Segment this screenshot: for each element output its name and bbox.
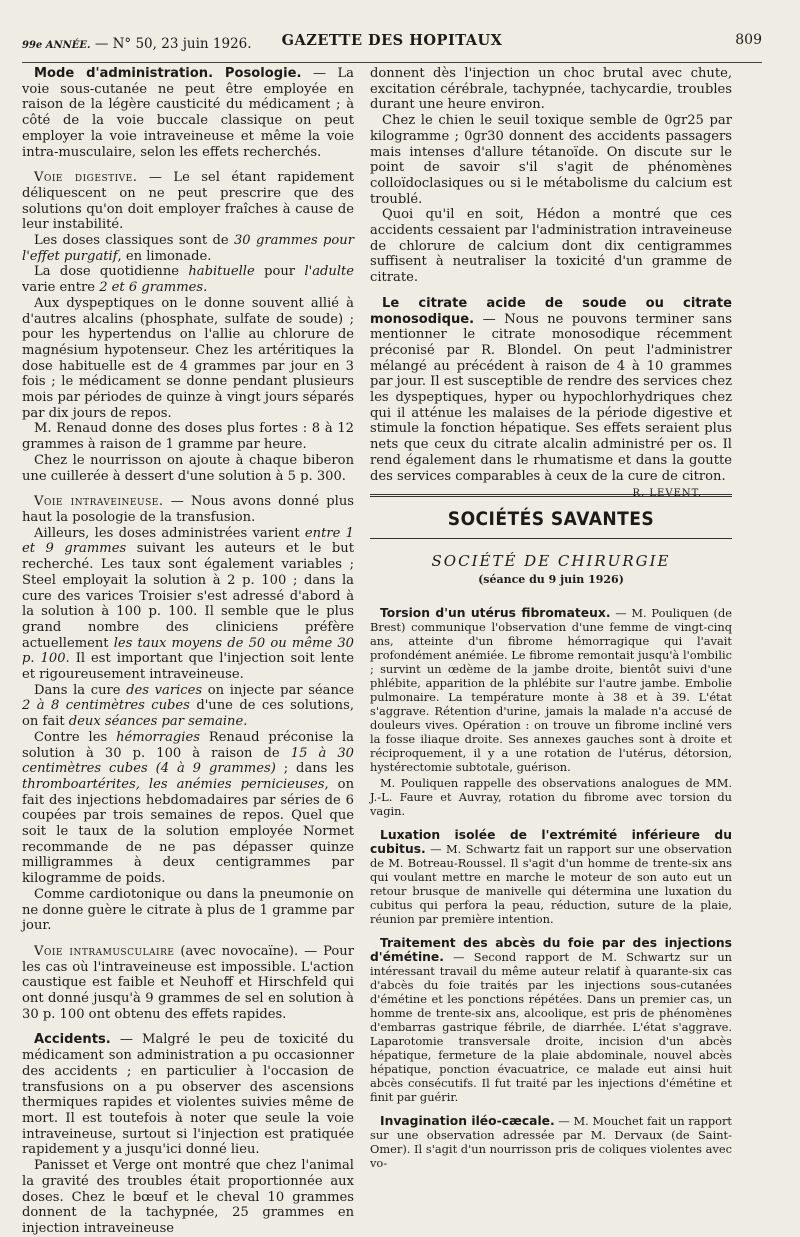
paragraph-text: pour — [254, 264, 305, 280]
paragraph-text: Renaud préconise la solution à 30 p. 100 à raison de — [22, 729, 354, 761]
emphasis: les taux moyens de 50 ou même 30 p. 100. — [22, 635, 354, 667]
paragraph-text: — La voie sous-cutanée ne peut être employée en raison de la légère causticité du médicament ; à côté de la voie buccale classique on peut employer la voie intraveineuse et même la voie intra-musculaire, selon les effets recherchés. — [22, 66, 354, 160]
paragraph — [22, 683, 354, 730]
society-reports — [370, 606, 732, 1180]
emphasis: entre 1 et 9 grammes — [22, 525, 354, 557]
paragraph: M. Renaud donne des doses plus fortes : 8 à 12 grammes à raison de 1 gramme par heure. — [22, 421, 354, 453]
section-heading: Voie intramusculaire — [34, 943, 175, 959]
year-label: 99e ANNÉE. — [22, 40, 91, 51]
page-number: 809 — [735, 32, 762, 48]
emphasis: thromboartérites, les anémies pernicieuses — [22, 776, 325, 792]
section-title: SOCIÉTÉS SAVANTES — [447, 508, 655, 530]
author-signature: R. LEVENT. — [632, 488, 702, 500]
emphasis: deux séances par semaine. — [68, 714, 248, 730]
report-heading: Luxation isolée de l'extrémité inférieure du cubitus. — [370, 828, 732, 856]
paragraph — [22, 526, 354, 683]
paragraph: Comme cardiotonique ou dans la pneumonie on ne donne guère le citrate à plus de 1 gramme par jour. — [22, 886, 354, 934]
paragraph-text: — Nous avons donné plus haut la posologie de la transfusion. — [22, 494, 354, 525]
paragraph-text: , on fait des injections hebdomadaires par séries de 6 coupées par trois semaines de repos. Quel que soit le taux de la solution employée Normet recommande de ne pas dépasser quinze milligrammes à deux centigrammes par kilogramme de poids. — [22, 776, 354, 887]
paragraph-text: on injecte par séance — [202, 682, 354, 698]
paragraph: Chez le nourrisson on ajoute à chaque biberon une cuillerée à dessert d'une solution à 5 p. 300. — [22, 452, 354, 484]
paragraph-text: ; dans les — [275, 761, 354, 777]
emphasis: 2 à 8 centimètres cubes — [22, 698, 190, 714]
paragraph: Quoi qu'il en soit, Hédon a montré que ces accidents cessaient par l'administration intraveineuse de chlorure de calcium dont dix centigrammes suffisent à neutraliser la toxicité d'un gramme de citrate. — [370, 207, 732, 286]
report: M. Pouliquen rappelle des observations analogues de MM. J.-L. Faure et Auvray, rotation du fibrome avec torsion du vagin. — [370, 776, 732, 818]
journal-title: GAZETTE DES HOPITAUX — [281, 32, 503, 49]
paragraph-text: La dose quotidienne — [34, 264, 189, 280]
section-heading: Mode d'administration. Posologie. — [34, 66, 302, 81]
paragraph-text: — Le sel étant rapidement déliquescent on ne peut prescrire que des solutions qu'on doit employer fraîches à cause de leur instabilité. — [22, 170, 354, 233]
issue-number: — N° 50, 23 juin 1926. — [94, 36, 252, 52]
session-date: (séance du 9 juin 1926) — [478, 573, 624, 586]
paragraph-text: Contre les — [34, 729, 117, 745]
emphasis: des varices — [126, 682, 203, 698]
emphasis: 15 à 30 centimètres cubes (4 à 9 grammes) — [22, 745, 354, 777]
report — [370, 606, 732, 774]
paragraph-text: — Nous ne pouvons terminer sans mentionner le citrate monosodique récemment préconisé par R. Blondel. On peut l'administrer mélangé au précédent à raison de 4 à 10 grammes par jour. Il est susceptible de rendre des services chez les dyspeptiques, hyper ou hypochlorhydriques chez qui il atténue les malaises de la période digestive et stimule la fonction hépatique. Ses effets seraient plus nets que ceux du citrate alcalin administré per os. Il rend également dans le rhumatisme et dans la goutte des services comparables à ceux de la cure de citron. — [370, 311, 732, 484]
paragraph-text: Les doses classiques sont de — [34, 233, 234, 249]
report-heading: Torsion d'un utérus fibromateux. — [380, 606, 611, 620]
emphasis: hémorragies — [116, 729, 200, 745]
report — [370, 828, 732, 926]
report-text: — Second rapport de M. Schwartz sur un intéressant travail du même auteur relatif à quarante-six cas d'abcès du foie traités par les injections sous-cutanées d'émétine et les ponctions répétées. Dans un premier cas, un homme de trente-six ans, alcoolique, est pris de phénomènes d'embarras gastrique fébrile, de diarrhée. L'état s'aggrave. Laparotomie transversale droite, incision d'un abcès hépatique, fermeture de la plaie abdominale, nouvel abcès hépatique, ponction évacuatrice, ce malade eut ainsi huit abcès consécutifs. Il fut traité par les injections d'émétine et finit par guérir. — [370, 950, 732, 1104]
paragraph — [22, 233, 354, 264]
left-column — [22, 66, 354, 1237]
divider — [370, 494, 732, 497]
report — [370, 936, 732, 1104]
paragraph — [22, 730, 354, 887]
emphasis: habituelle — [188, 264, 255, 280]
paragraph-text: (avec novocaïne). — Pour les cas où l'intraveineuse est impossible. L'action caustique est faible et Neuhoff et Hirschfeld qui ont donné jusqu'à 9 grammes de sel en solution à 30 p. 100 ont obtenu des effets rapides. — [22, 943, 354, 1022]
section-heading: Voie intraveineuse. — [34, 494, 164, 510]
paragraph-text: Ailleurs, les doses administrées varient — [34, 525, 305, 541]
paragraph-text: Dans la cure — [34, 682, 127, 698]
paragraph — [22, 494, 354, 525]
paragraph-text: suivant les auteurs et le but recherché. Les taux sont également variables ; Steel employait la solution à 2 p. 100 ; dans la cure des varices Troisier s'est adressé d'abord à la solution à 100 p. 100. Il semble que le plus grand nombre des cliniciens préfère actuellement — [22, 541, 354, 651]
paragraph — [370, 296, 732, 484]
paragraph: Chez le chien le seuil toxique semble de 0gr25 par kilogramme ; 0gr30 donnent des accidents passagers mais intenses d'allure tétanoïde. On discute sur le point de savoir s'il s'agit de phénomènes colloïdoclasiques ou si le métabolisme du calcium est troublé. — [370, 113, 732, 207]
paragraph — [22, 1032, 354, 1158]
report — [370, 1114, 732, 1170]
report-text: — M. Schwartz fait un rapport sur une observation de M. Botreau-Roussel. Il s'agit d'un homme de trente-six ans qui voulant mettre en marche le moteur de son auto eut un retour brusque de manivelle qui détermina une luxation du cubitus qui perfora la peau, réduction, suture de la plaie, réunion par première intention. — [370, 842, 732, 926]
section-heading: Accidents. — [34, 1032, 111, 1048]
report-text: — M. Mouchet fait un rapport sur une observation adressée par M. Dervaux (de Saint-Omer). Il s'agit d'un nourrisson pris de coliques violentes avec vo- — [370, 1114, 732, 1170]
paragraph — [22, 170, 354, 233]
paragraph-text: Il est important que l'injection soit lente et rigoureusement intraveineuse. — [22, 651, 354, 683]
paragraph-text: — Malgré le peu de toxicité du médicament son administration a pu occasionner des accidents ; en particulier à l'occasion de transfusions on a pu observer des ascensions thermiques rapides et violentes suivies même de mort. Il est toutefois à noter que seule la voie intraveineuse, surtout si l'injection est pratiquée rapidement y a jusqu'ici donné lieu. — [22, 1032, 354, 1158]
society-title: SOCIÉTÉ DE CHIRURGIE — [431, 552, 671, 570]
section-heading: Le citrate acide de soude ou citrate monosodique. — [370, 295, 732, 327]
section-heading: Voie digestive. — [34, 170, 138, 186]
page-header — [22, 28, 762, 63]
paragraph-text: varie entre — [22, 280, 100, 296]
report-heading: Traitement des abcès du foie par des injections d'émétine. — [370, 936, 732, 964]
emphasis: l'adulte — [304, 264, 355, 280]
paragraph-text: d'une de ces solutions, on fait — [22, 698, 354, 730]
paragraph — [22, 264, 354, 295]
paragraph — [22, 944, 354, 1023]
report-text: — M. Pouliquen (de Brest) communique l'observation d'une femme de vingt-cinq ans, atteinte d'un fibrome hémorragique qui l'avait profondément anémiée. Le fibrome remontait jusqu'à l'ombilic ; survint un œdème de la jambe droite, bientôt suivi d'une phlébite, apparition de la phlébite sur l'autre jambe. Embolie pulmonaire. La température monte à 38 et à 39. L'état s'aggrave. Rétention d'urine, jamais la malade n'a accusé de douleurs vives. Opération : on trouve un fibrome incliné vers la fosse iliaque droite. Ses annexes gauches sont à droite et réciproquement, il y a une rotation de l'utérus, détorsion, hystérectomie subtotale, guérison. — [370, 606, 732, 774]
divider — [370, 538, 732, 539]
emphasis: 2 et 6 grammes. — [99, 280, 208, 296]
paragraph-text: , en limonade. — [117, 248, 212, 264]
emphasis: 30 grammes pour l'effet purgatif — [22, 233, 354, 264]
paragraph — [22, 66, 354, 160]
paragraph: donnent dès l'injection un choc brutal avec chute, excitation cérébrale, tachypnée, tachycardie, troubles durant une heure environ. — [370, 66, 732, 113]
paragraph: Aux dyspeptiques on le donne souvent allié à d'autres alcalins (phosphate, sulfate de soude) ; pour les hypertendus on l'allie au chlorure de magnésium hypotenseur. Chez les artéritiques la dose habituelle est de 4 grammes par jour en 3 fois ; le médicament se donne pendant plusieurs mois par périodes de quinze à vingt jours séparés par dix jours de repos. — [22, 295, 354, 421]
right-column-top — [370, 66, 732, 502]
paragraph: Panisset et Verge ont montré que chez l'animal la gravité des troubles était proportionnée aux doses. Chez le bœuf et le cheval 10 grammes donnent de la tachypnée, 25 grammes en injection intraveineuse — [22, 1158, 354, 1236]
report-heading: Invagination iléo-cæcale. — [380, 1114, 555, 1128]
